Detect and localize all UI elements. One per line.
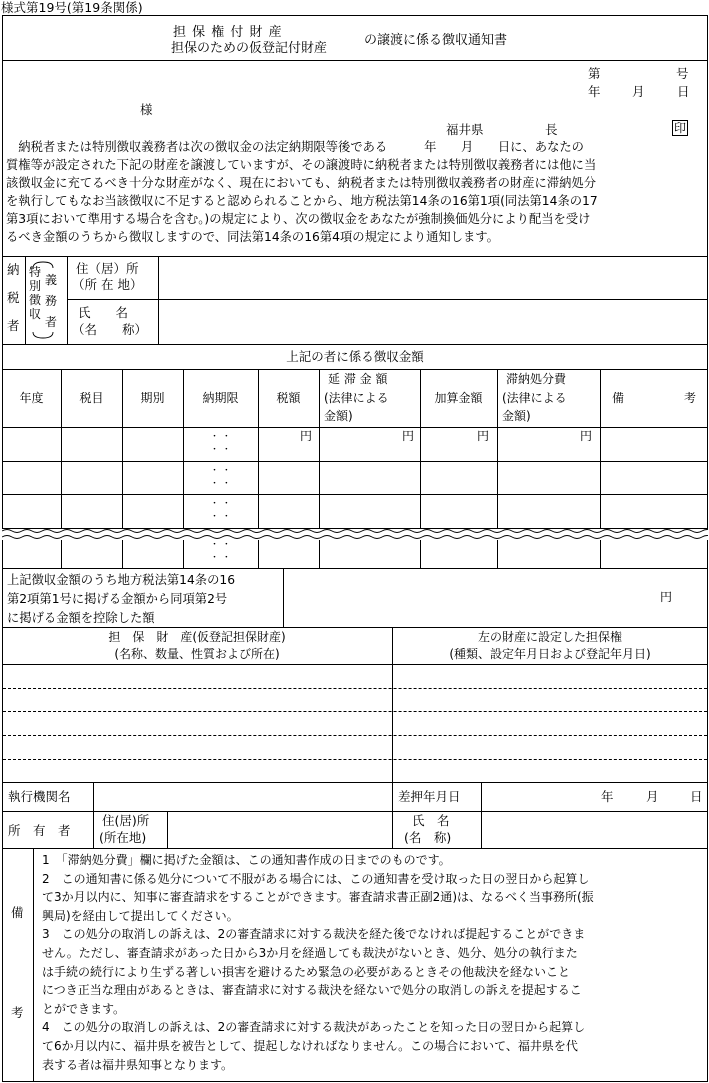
taxpayer-address-field[interactable]: [159, 257, 707, 299]
collateral-dashed-line: [3, 759, 707, 760]
yen-unit: 円: [477, 429, 490, 443]
intro-line: 納税者または特別徴収義務者は次の徴収金の法定納期限等後である 年 月 日に、あなたの: [6, 140, 584, 154]
remarks-line: 3 この処分の取消しの訴えは、2の審査請求に対する裁決を経た後でなければ提起することができま: [42, 927, 586, 942]
due-date-placeholder: ・ ・ ・ ・: [210, 499, 231, 522]
remarks-line: て6か月以内に、福井県を被告として、提起しなければなりません。この場合において、福井県を代: [42, 1038, 578, 1053]
amount-header-top: [2, 369, 708, 370]
col-header-due-date: 納期限: [202, 391, 239, 405]
collateral-right-sub: (種類、設定年月日および登記年月日): [449, 647, 651, 661]
collateral-left-title: 担 保 財 産(仮登記担保財産): [108, 630, 286, 644]
seal-mark: 印: [673, 121, 686, 135]
intro-line: 該徴収金に充てるべき十分な財産がなく、現在においても、納税者または特別徴収義務者の財産に滞納処分: [6, 176, 597, 190]
col-header-disposition-fee-2: (法律による: [502, 391, 567, 405]
seizure-month: 月: [646, 789, 659, 804]
owner-col-line: [93, 811, 94, 848]
owner-label: 所 有 者: [8, 823, 71, 838]
amount-table-bottom: [2, 568, 708, 569]
issuer-title: 長: [545, 122, 558, 137]
taxpayer-name-field[interactable]: [159, 300, 707, 344]
due-date-placeholder: ・ ・ ・ ・: [210, 540, 231, 563]
col-header-delinquency-2: (法律による: [324, 391, 389, 405]
taxpayer-side-2: 税: [7, 290, 20, 305]
owner-name-field[interactable]: [482, 812, 707, 848]
taxpayer-bottom-line: [2, 344, 708, 345]
agency-name-field[interactable]: [94, 783, 392, 811]
amount-section-title: 上記の者に係る徴収金額: [286, 349, 424, 364]
remarks-line: せん。ただし、審査請求があった日から3か月を経過しても裁決がないとき、処分、処分の執行また: [42, 945, 578, 960]
name-label-1: 氏 名: [78, 305, 129, 320]
remarks-label-bottom: 考: [11, 1005, 24, 1020]
yen-unit: 円: [402, 429, 415, 443]
seizure-year: 年: [601, 789, 614, 804]
deduction-label: 上記徴収金額のうち地方税法第14条の16 第2項第1号に掲げる金額から同項第2号 に掲げる金額を控除した額: [7, 573, 236, 625]
frame-top: [2, 15, 708, 16]
col-header-delinquency: 延 滞 金 額: [328, 372, 388, 386]
date-year: 年: [588, 84, 601, 99]
intro-line: るべき金額のうちから徴収しますので、同法第14条の16第4項の規定により通知します。: [6, 230, 499, 244]
cell-input[interactable]: [62, 428, 122, 461]
number-suffix: 号: [676, 66, 689, 81]
title-line2: 担保のための仮登記付財産: [171, 41, 328, 56]
owner-address-label-2: (所在地): [99, 830, 147, 845]
address-label-2: （所 在 地）: [72, 277, 143, 292]
yen-unit: 円: [580, 429, 593, 443]
agency-label: 執行機関名: [8, 789, 71, 804]
deduction-divider: [283, 568, 284, 627]
frame-right: [707, 15, 708, 1082]
frame-bottom: [2, 1081, 708, 1082]
seizure-date-label: 差押年月日: [398, 789, 461, 804]
due-date-placeholder: ・ ・ ・ ・: [210, 466, 231, 489]
owner-name-label-2: (名 称): [404, 830, 452, 845]
amount-row-line: [2, 461, 708, 462]
col-header-disposition-fee: 滞納処分費: [506, 372, 567, 386]
frame-left: [2, 15, 3, 1082]
col-header-remarks-2: 考: [684, 391, 697, 405]
col-header-tax-item: 税目: [79, 391, 104, 405]
omission-wave-lines: [2, 527, 708, 543]
col-header-tax-amount: 税額: [276, 391, 301, 405]
title-line1: 担 保 権 付 財 産: [173, 25, 283, 40]
intro-paragraph: [6, 138, 706, 246]
yen-unit: 円: [300, 429, 313, 443]
date-month: 月: [632, 84, 645, 99]
execution-col-line: [392, 782, 393, 811]
owner-address-label-1: 住(居)所: [102, 813, 150, 828]
collateral-dashed-line: [3, 711, 707, 712]
issuer-pref: 福井県: [446, 122, 484, 137]
seizure-day: 日: [690, 789, 703, 804]
remarks-line: は手続の続行により生ずる著しい損害を避けるため緊急の必要があるときその他裁決を経ないこと: [42, 964, 571, 979]
taxpayer-bracket-outer: 義 務 者: [45, 273, 58, 329]
intro-line: 質権等が設定された下記の財産を譲渡していますが、その譲渡時に納税者または特別徴収義務者には他に当: [6, 158, 597, 172]
taxpayer-bracket-inner: 特 別 徴 収: [29, 265, 42, 321]
owner-name-label-1: 氏 名: [412, 813, 450, 828]
amount-row-line: [2, 494, 708, 495]
due-date-placeholder: ・ ・ ・ ・: [210, 432, 231, 455]
remarks-label-top: 備: [11, 905, 24, 920]
remarks-line: 4 この処分の取消しの訴えは、2の審査請求に対する裁決があったことを知った日の翌日から起算し: [42, 1020, 586, 1035]
remarks-line: につき正当な理由があるときは、審査請求に対する裁決を経ないで処分の取消しの訴えを提起するこ: [42, 983, 582, 998]
remarks-line: 2 この通知書に係る処分について不服がある場合には、この通知書を受け取った日の翌日から起算し: [42, 871, 590, 886]
title-suffix: の譲渡に係る徴収通知書: [364, 33, 508, 48]
form-label: 様式第19号(第19条関係): [1, 0, 143, 15]
col-header-additional: 加算金額: [434, 391, 483, 405]
collateral-left-sub: (名称、数量、性質および所在): [114, 647, 280, 661]
taxpayer-bracket-arcs: [25, 258, 67, 344]
taxpayer-side-3: 者: [7, 318, 20, 333]
col-header-delinquency-3: 金額): [324, 409, 353, 423]
deduction-yen: 円: [660, 590, 673, 604]
intro-line: 第3項において準用する場合を含む。)の規定により、次の徴収金をあなたが強制換価処分により配当を受け: [6, 212, 591, 226]
collateral-dashed-line: [3, 688, 707, 689]
remarks-line: とができます。: [42, 1001, 126, 1016]
taxpayer-side-1: 納: [7, 262, 20, 277]
remarks-divider: [33, 848, 34, 1081]
col-header-remarks-1: 備: [612, 391, 625, 405]
owner-col-line: [392, 811, 393, 848]
taxpayer-col2-line: [67, 256, 68, 344]
date-day: 日: [677, 84, 690, 99]
addressee-suffix: 様: [140, 102, 153, 117]
title-divider: [2, 60, 708, 61]
name-label-2: （名 称）: [72, 322, 148, 337]
col-header-period: 期別: [140, 391, 165, 405]
collateral-header-bottom: [2, 664, 708, 665]
owner-address-field[interactable]: [168, 812, 392, 848]
address-label-1: 住（居）所: [76, 261, 139, 276]
remarks-notes: [42, 851, 706, 1074]
col-header-year: 年度: [19, 391, 44, 405]
col-header-disposition-fee-3: 金額): [502, 409, 531, 423]
collateral-dashed-line: [3, 735, 707, 736]
remarks-line: 1 「滞納処分費」欄に掲げた金額は、この通知書作成の日までのものです。: [42, 853, 451, 867]
number-prefix: 第: [588, 66, 601, 81]
remarks-line: 興局)を経由して提出してください。: [42, 908, 239, 923]
execution-col-line: [481, 782, 482, 811]
intro-line: を執行してもなお当該徴収に不足すると認められることから、地方税法第14条の16第1項(同法第14条の17: [6, 194, 598, 208]
remarks-line: て3か月以内に、知事に審査請求をすることができます。審査請求書正副2通)は、なるべく当事務所(振: [42, 890, 594, 905]
collateral-right-title: 左の財産に設定した担保権: [477, 630, 622, 644]
remarks-line: 表する者は福井県知事となります。: [42, 1057, 234, 1072]
owner-bottom: [2, 848, 708, 849]
